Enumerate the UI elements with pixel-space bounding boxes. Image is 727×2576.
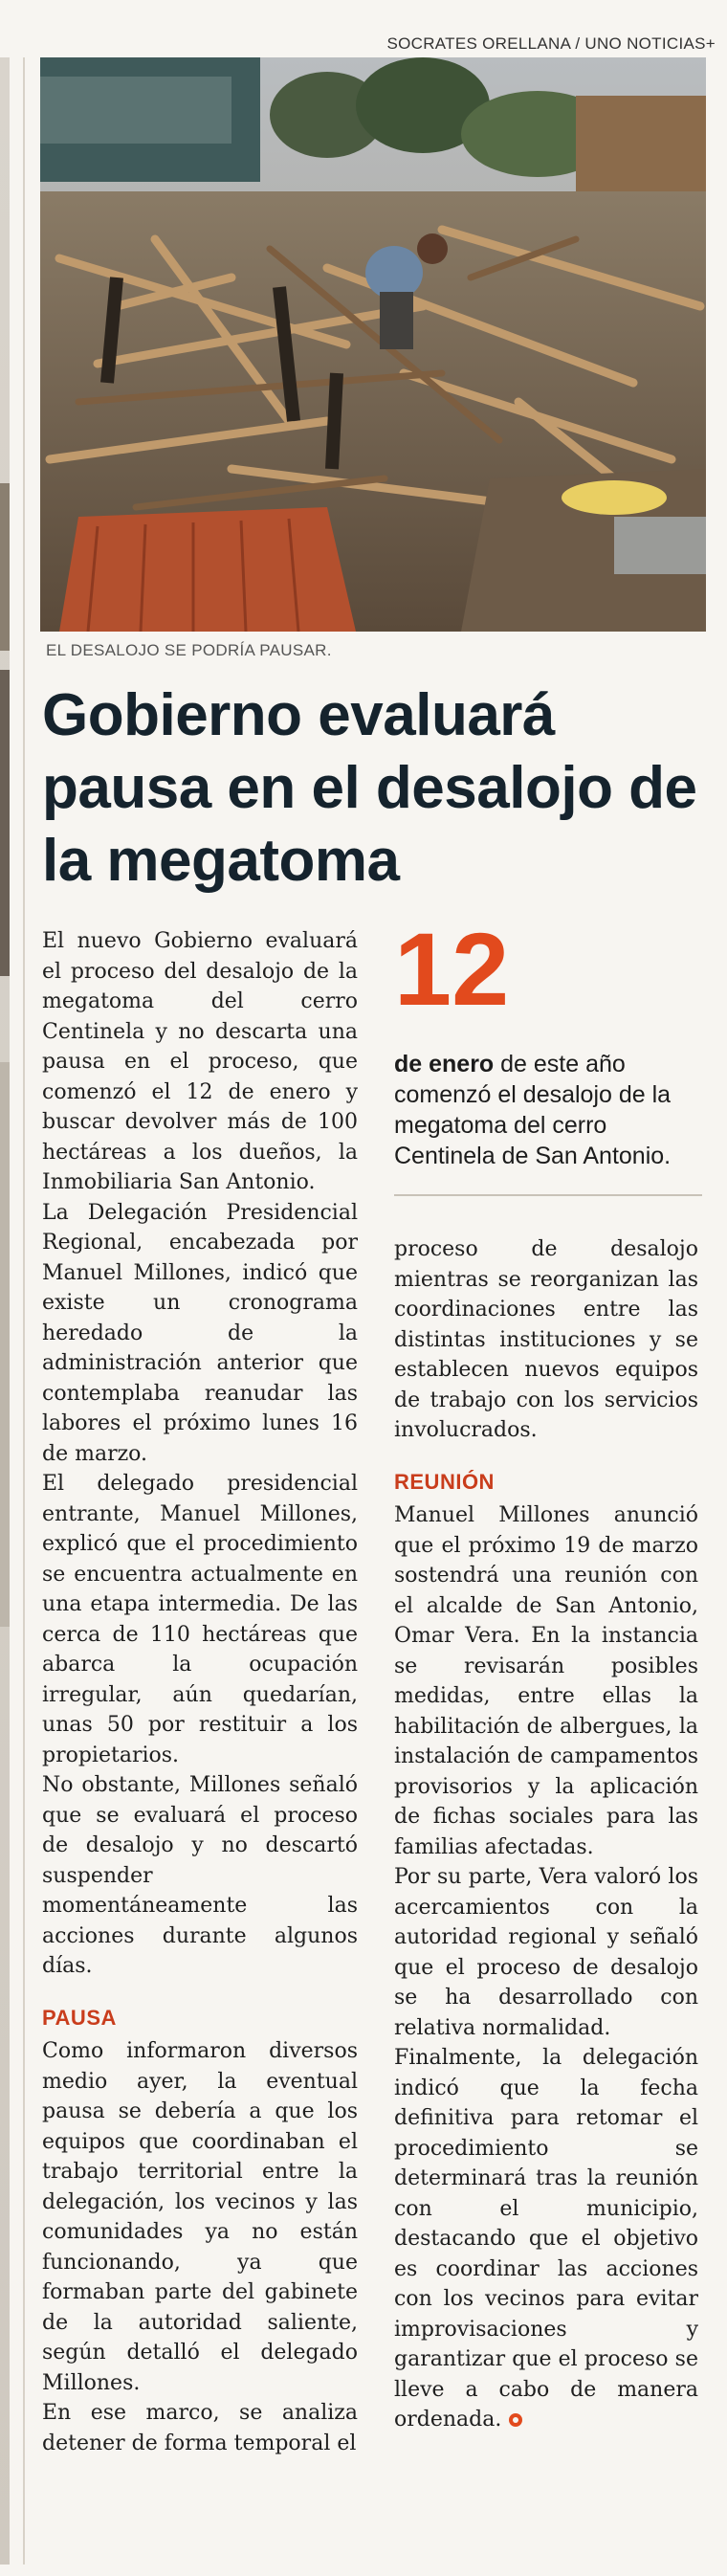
paragraph-text: Finalmente, la delegación indicó que la fecha definitiva para retomar el procedimiento se determinará tras la reunión con el municipio, destacando que el objetivo es coordinar las acciones con los vecinos para evitar improvisaciones y garantizar que el proceso se lleve a cabo de manera ordenada.: [394, 2046, 698, 2432]
photo-credit: SOCRATES ORELLANA / UNO NOTICIAS+: [386, 34, 716, 53]
paragraph: Como informaron diversos medio ayer, la eventual pausa se debería a que los equipos que coordinaban el trabajo territorial entre la delegación, los vecinos y las comunidades ya no están funcionando, ya que formaban parte del gabinete de la autoridad saliente, según detalló el delegado Millones.: [42, 2039, 358, 2395]
stat-number: 12: [394, 911, 510, 1027]
photo-caption: EL DESALOJO SE PODRÍA PAUSAR.: [46, 641, 332, 659]
article-headline: Gobierno evaluará pausa en el desalojo de la megatoma: [42, 682, 697, 894]
right-column: [394, 1234, 698, 2435]
paragraph: Manuel Millones anunció que el próximo 19 de marzo sostendrá una reunión con el alcalde de San Antonio, Omar Vera. En la instancia se revisarán posibles medidas, entre ellas la habilitación de albergues, la instalación de campamentos provisorios y la aplicación de fichas sociales para las familias afectadas.: [394, 1503, 698, 1859]
section-heading-pausa: PAUSA: [42, 2005, 117, 2030]
paragraph: La Delegación Presidencial Regional, encabezada por Manuel Millones, indicó que existe un cronograma heredado de la administración anterior que contemplaba reanudar las labores el próximo lunes 16 de marzo.: [42, 1200, 358, 1466]
left-column: [42, 926, 358, 2458]
paragraph: proceso de desalojo mientras se reorganizan las coordinaciones entre las distintas instituciones y se establecen nuevos equipos de trabajo con los servicios involucrados.: [394, 1237, 698, 1442]
article-photo: [40, 57, 706, 632]
column-divider: [23, 57, 25, 2565]
paragraph: En ese marco, se analiza detener de forma temporal el: [42, 2401, 358, 2455]
paragraph: No obstante, Millones señaló que se evaluará el proceso de desalojo y no descartó suspender momentáneamente las acciones durante algunos días.: [42, 1773, 358, 1978]
paragraph: [394, 2043, 698, 2435]
end-of-article-icon: [509, 2413, 522, 2427]
adjacent-page-strip: [0, 57, 10, 2565]
stat-lead: de enero: [394, 1051, 495, 1077]
stat-text: de este año comenzó el desalojo de la megatoma del cerro Centinela de San Antonio.: [394, 1051, 672, 1169]
paragraph: El nuevo Gobierno evaluará el proceso del desalojo de la megatoma del cerro Centinela y no descarta una pausa en el proceso, que comenzó el 12 de enero y buscar devolver más de 100 hectáreas a los dueños, la Inmobiliaria San Antonio.: [42, 929, 358, 1194]
section-heading-reunion: REUNIÓN: [394, 1469, 495, 1494]
stat-description: [394, 1049, 702, 1171]
paragraph: El delegado presidencial entrante, Manuel Millones, explicó que el procedimiento se encuentra actualmente en una etapa intermedia. De las cerca de 110 hectáreas que abarca la ocupación irregular, aún quedarían, unas 50 por restituir a los propietarios.: [42, 1472, 358, 1767]
stat-divider: [394, 1194, 702, 1196]
paragraph: Por su parte, Vera valoró los acercamientos con la autoridad regional y señaló que el proceso de desalojo se ha desarrollado con relativa normalidad.: [394, 1865, 698, 2040]
